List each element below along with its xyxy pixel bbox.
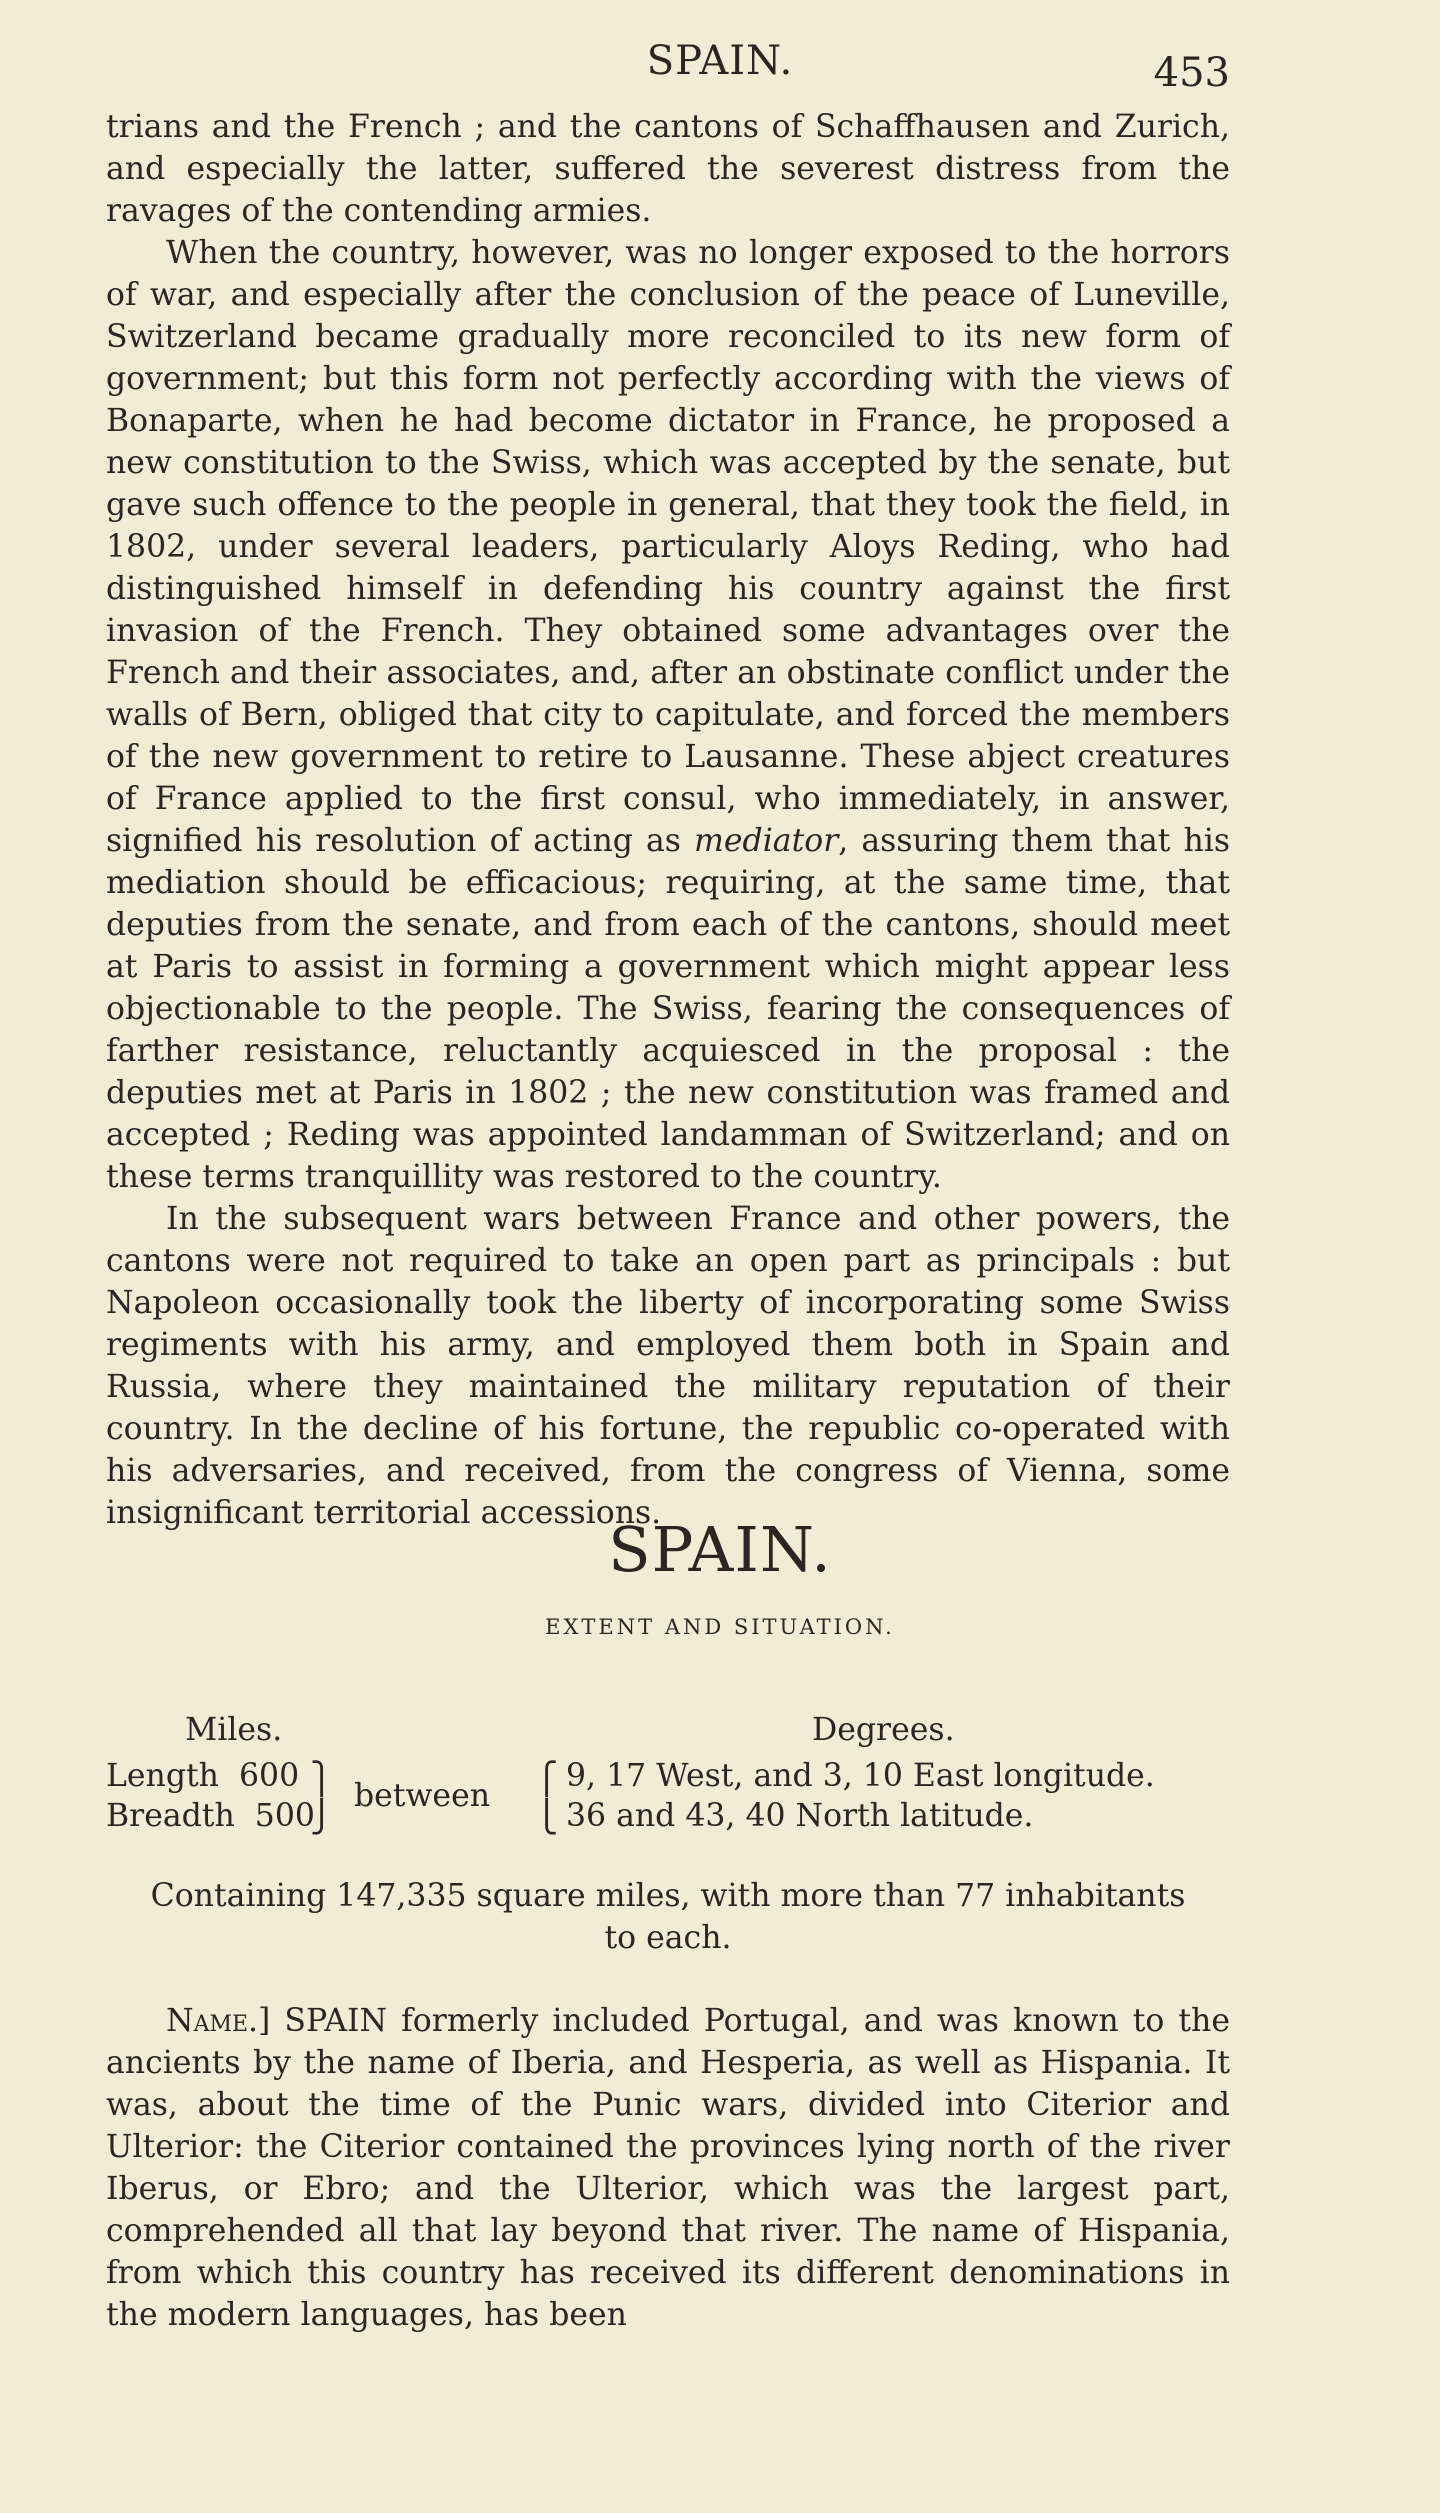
- breadth-row: [106, 1798, 315, 1834]
- containing-statement: [106, 1875, 1230, 1959]
- section-title: SPAIN.: [608, 1513, 832, 1586]
- name-lead: Name.]: [166, 2003, 271, 2039]
- page-number: 453: [1153, 50, 1230, 96]
- paragraph-constitution: [106, 232, 1230, 1198]
- left-brace: ⎫ ⎭: [310, 1761, 334, 1835]
- containing-line-1: Containing 147,335 square miles, with more than 77 inhabitants: [150, 1878, 1186, 1914]
- length-row: [106, 1758, 299, 1794]
- breadth-label: Breadth: [106, 1798, 235, 1834]
- paragraph-continuation: trians and the French ; and the cantons of Schaffhausen and Zurich, and especially the latter, suffered the severest distress from the ravages of the contending armies.: [106, 109, 1230, 229]
- paragraph-constitution-rest: , assuring them that his mediation should be efficacious; requiring, at the same time, that deputies from the senate, and from each of the cantons, should meet at Paris to assist in forming a government which might appear less objectionable to the people. The Swiss, fearing the consequences of farther resistance, reluctantly acquiesced in the proposal : the deputies met at Paris in 1802 ; the new constitution was framed and accepted ; Reding was appointed landamman of Switzerland; and on these terms tranquillity was restored to the country.: [106, 823, 1231, 1195]
- section-subtitle: EXTENT AND SITUATION.: [545, 1615, 895, 1639]
- miles-header: Miles.: [185, 1712, 283, 1748]
- bottom-text-block: [106, 2000, 1230, 2336]
- paragraph-constitution-text: When the country, however, was no longer exposed to the horrors of war, and especially after the conclusion of the peace of Luneville, Switzerland became gradually more reconciled to its new form of government; but this form not perfectly according with the views of Bonaparte, when he had become dictator in France, he proposed a new constitution to the Swiss, which was accepted by the senate, but gave such offence to the people in general, that they took the field, in 1802, under several leaders, particularly Aloys Reding, who had distinguished himself in defending his country against the first invasion of the French. They obtained some advantages over the French and their associates, and, after an obstinate conflict under the walls of Bern, obliged that city to capitulate, and forced the members of the new government to retire to Lausanne. These abject creatures of France applied to the first consul, who immediately, in answer, signified his resolution of acting as: [106, 235, 1230, 859]
- length-value: 600: [239, 1758, 300, 1794]
- between-label: between: [354, 1778, 490, 1814]
- paragraph-subsequent-wars: In the subsequent wars between France and other powers, the cantons were not required to take an open part as principals : but Napoleon occasionally took the liberty of incorporating some Swiss regiments with his army, and employed them both in Spain and Russia, where they maintained the military reputation of their country. In the decline of his fortune, the republic co-operated with his adversaries, and received, from the congress of Vienna, some insignificant territorial accessions.: [106, 1201, 1230, 1531]
- length-label: Length: [106, 1758, 219, 1794]
- containing-line-2: to each.: [604, 1920, 732, 1956]
- top-text-block: [106, 106, 1230, 1534]
- running-head: [0, 38, 1440, 98]
- running-title: SPAIN.: [646, 38, 794, 84]
- longitude-row: 9, 17 West, and 3, 10 East longitude.: [566, 1758, 1155, 1794]
- breadth-value: 500: [254, 1798, 315, 1834]
- name-text: SPAIN formerly included Portugal, and was known to the ancients by the name of Iberia, and Hesperia, as well as Hispania. It was, about the time of the Punic wars, divided into Citerior and Ulterior: the Citerior contained the provinces lying north of the river Iberus, or Ebro; and the Ulterior, which was the largest part, comprehended all that lay beyond that river. The name of Hispania, from which this country has received its different denominations in the modern languages, has been: [106, 2003, 1230, 2333]
- mediator-italic: mediator: [694, 823, 839, 859]
- latitude-row: 36 and 43, 40 North latitude.: [566, 1798, 1034, 1834]
- right-brace: ⎧ ⎩: [535, 1761, 559, 1835]
- degrees-header: Degrees.: [812, 1712, 955, 1748]
- paragraph-name: [106, 2000, 1230, 2336]
